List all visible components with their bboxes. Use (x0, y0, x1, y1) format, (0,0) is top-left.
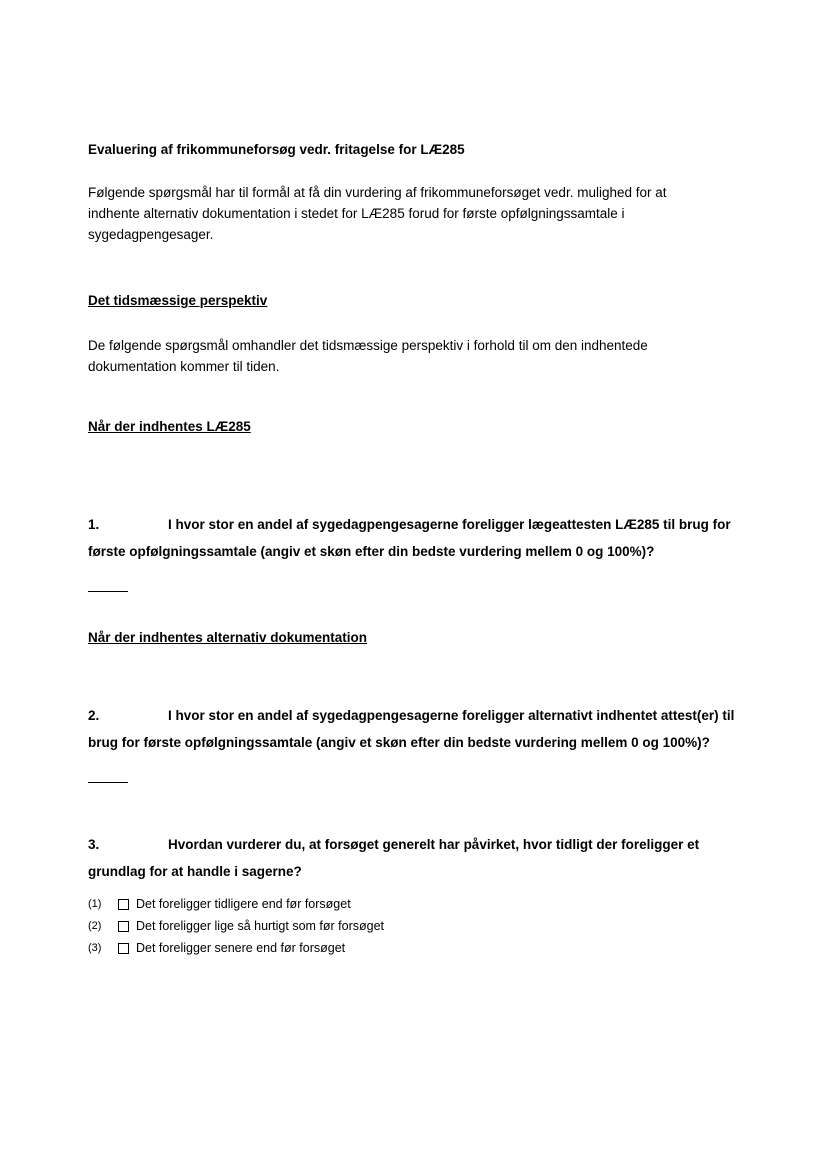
subheading-lae285: Når der indhentes LÆ285 (88, 419, 251, 434)
question-1-text: I hvor stor en andel af sygedagpengesagerne foreligger lægeattesten LÆ285 til brug for første opfølgningssamtale (angiv et skøn efter din bedste vurdering mellem 0 og 100%)? (88, 517, 731, 559)
option-3-index: (3) (88, 941, 102, 954)
option-1-checkbox-icon[interactable] (118, 899, 129, 910)
answer-blank-q1[interactable] (88, 591, 128, 592)
question-3-number: 3. (88, 837, 100, 852)
question-3 (88, 831, 748, 885)
option-2-checkbox-icon[interactable] (118, 921, 129, 932)
document-title: Evaluering af frikommuneforsøg vedr. fritagelse for LÆ285 (88, 142, 465, 157)
question-3-option-1 (88, 893, 748, 915)
option-2-label: Det foreligger lige så hurtigt som før forsøget (136, 918, 385, 933)
option-3-label: Det foreligger senere end før forsøget (136, 940, 346, 955)
option-1-index: (1) (88, 897, 102, 910)
section-heading-time-perspective: Det tidsmæssige perspektiv (88, 293, 268, 308)
question-2-number: 2. (88, 708, 100, 723)
option-1-label: Det foreligger tidligere end før forsøget (136, 896, 351, 911)
question-1-number: 1. (88, 517, 100, 532)
option-2-index: (2) (88, 919, 102, 932)
question-3-option-2 (88, 915, 748, 937)
answer-blank-q2[interactable] (88, 782, 128, 783)
question-1 (88, 511, 748, 565)
subheading-alternativ-dokumentation: Når der indhentes alternativ dokumentation (88, 630, 368, 645)
intro-paragraph: Følgende spørgsmål har til formål at få din vurdering af frikommuneforsøget vedr. mulighed for at indhente alternativ dokumentation i stedet for LÆ285 forud for første opfølgningssamtale i sygedagpengesager. (88, 185, 667, 242)
option-3-checkbox-icon[interactable] (118, 943, 129, 954)
question-3-option-3 (88, 937, 748, 959)
section-paragraph-time-perspective: De følgende spørgsmål omhandler det tidsmæssige perspektiv i forhold til om den indhentede dokumentation kommer til tiden. (88, 338, 648, 374)
question-2-text: I hvor stor en andel af sygedagpengesagerne foreligger alternativt indhentet attest(er) til brug for første opfølgningssamtale (angiv et skøn efter din bedste vurdering mellem 0 og 100%)? (88, 708, 735, 750)
question-3-text: Hvordan vurderer du, at forsøget generelt har påvirket, hvor tidligt der foreligger et grundlag for at handle i sagerne? (88, 837, 700, 879)
question-2 (88, 702, 748, 756)
